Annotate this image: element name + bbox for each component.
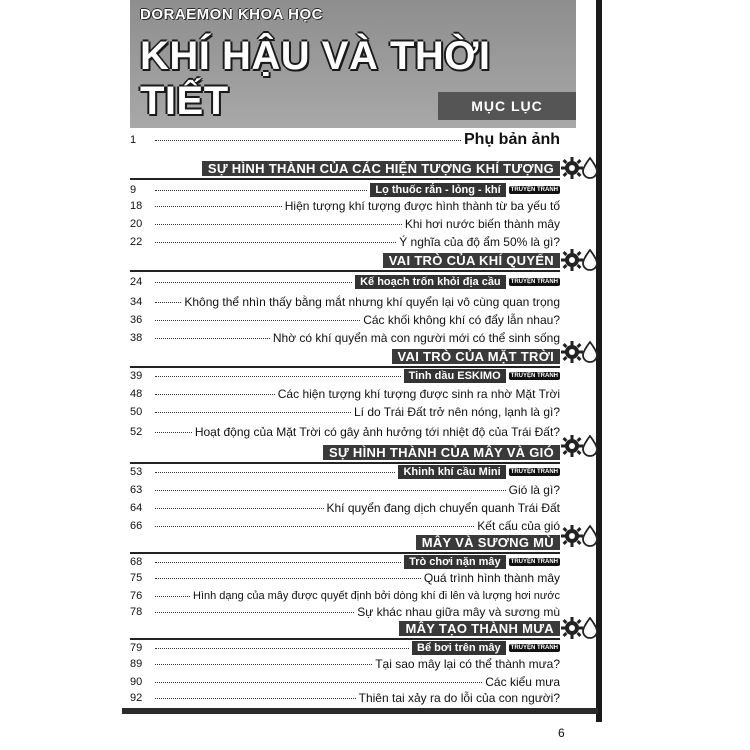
leader-dots	[155, 412, 351, 413]
toc-manga-row	[130, 462, 560, 482]
toc-page-number: 66	[130, 520, 143, 532]
leader-dots	[155, 526, 474, 527]
manga-chapter-title: Kế hoạch trốn khỏi địa cầu	[355, 275, 506, 289]
toc-page-number: 34	[130, 296, 143, 308]
toc-page-number: 89	[130, 658, 143, 670]
leader-dots	[155, 190, 367, 191]
leader-dots	[155, 224, 402, 225]
leader-dots	[155, 320, 360, 321]
toc-item-row	[130, 688, 560, 708]
leader-dots	[155, 682, 482, 683]
toc-item-title: Các khối không khí có đẩy lẫn nhau?	[363, 313, 560, 327]
leader-dots	[155, 490, 506, 491]
water-drop-icon	[582, 617, 598, 639]
leader-dots	[155, 612, 354, 613]
section-heading	[130, 618, 560, 640]
toc-page-number: 53	[130, 466, 143, 478]
leader-dots	[155, 432, 192, 433]
toc-manga-row	[130, 366, 560, 386]
toc-item-row	[130, 402, 560, 422]
water-drop-icon	[582, 249, 598, 271]
toc-item-title: Hoạt động của Mặt Trời có gây ảnh hưởng tới nhiệt độ của Trái Đất?	[194, 425, 560, 439]
toc-item-title: Thiên tai xảy ra do lỗi của con người?	[358, 691, 560, 705]
toc-item-row	[130, 568, 560, 588]
section-heading	[130, 158, 560, 180]
toc-page-number: 78	[130, 606, 143, 618]
section-heading	[130, 442, 560, 464]
toc-item-row	[130, 310, 560, 330]
section-icon	[560, 610, 604, 646]
water-drop-icon	[582, 435, 598, 457]
manga-chapter-title: Trò chơi nặn mây	[404, 555, 506, 569]
page-number: 6	[558, 726, 565, 740]
toc-manga-row	[130, 272, 560, 292]
manga-badge: TRUYỆN TRANH	[510, 187, 558, 193]
toc-page-number: 68	[130, 556, 143, 568]
toc-page-number: 39	[130, 370, 143, 382]
gear-icon	[560, 524, 584, 548]
toc-item-row	[130, 384, 560, 404]
toc-item-title: Các kiểu mưa	[485, 675, 560, 689]
leader-dots	[155, 302, 181, 303]
leader-dots	[155, 394, 275, 395]
toc-page-number: 64	[130, 502, 143, 514]
gear-icon	[560, 340, 584, 364]
toc-item-title: Hiện tượng khí tượng được hình thành từ ba yếu tố	[284, 199, 560, 213]
toc-page-number: 75	[130, 572, 143, 584]
manga-chapter-title: Bể bơi trên mây	[412, 641, 506, 655]
toc-page-number: 20	[130, 218, 143, 230]
toc-item-title: Nhờ có khí quyển mà con người mới có thể sinh sống	[272, 331, 560, 345]
leader-dots	[155, 562, 401, 563]
leader-dots	[155, 698, 356, 699]
toc-page-number: 50	[130, 406, 143, 418]
section-heading	[130, 346, 560, 368]
toc-item-title: Kết cấu của gió	[477, 519, 560, 533]
leader-dots	[155, 648, 409, 649]
toc-page-number: 76	[130, 590, 143, 602]
toc-item-title: Các hiện tượng khí tượng được sinh ra nhờ Mặt Trời	[277, 387, 560, 401]
toc-page-number: 18	[130, 200, 143, 212]
toc-item-row	[130, 328, 560, 348]
toc-item-title: Quá trình hình thành mây	[423, 571, 560, 585]
manga-badge: TRUYỆN TRANH	[510, 559, 558, 565]
leader-dots	[155, 206, 282, 207]
manga-chapter-title: Tinh dầu ESKIMO	[404, 369, 506, 383]
section-title: VAI TRÒ CỦA KHÍ QUYỂN	[383, 253, 560, 268]
toc-page-number: 63	[130, 484, 143, 496]
section-icon	[560, 150, 604, 186]
section-heading	[130, 532, 560, 554]
manga-chapter-title: Khinh khí cầu Mini	[398, 465, 505, 479]
toc-item-title: Ý nghĩa của độ ẩm 50% là gì?	[399, 235, 560, 249]
water-drop-icon	[582, 525, 598, 547]
gear-icon	[560, 248, 584, 272]
leader-dots	[155, 242, 396, 243]
toc-page-number: 79	[130, 642, 143, 654]
gear-icon	[560, 616, 584, 640]
manga-badge: TRUYỆN TRANH	[510, 469, 558, 475]
page-bottom-edge	[122, 708, 598, 714]
section-title: MÂY VÀ SƯƠNG MÙ	[416, 535, 560, 550]
leader-dots	[155, 596, 190, 597]
toc-page-number: 22	[130, 236, 143, 248]
leader-dots	[155, 338, 270, 339]
manga-chapter-title: Lọ thuốc rắn - lỏng - khí	[370, 183, 505, 197]
book-title: KHÍ HẬU VÀ THỜI TIẾT	[140, 34, 491, 123]
water-drop-icon	[582, 157, 598, 179]
section-heading	[130, 250, 560, 272]
toc-page-number: 52	[130, 426, 143, 438]
leader-dots	[155, 664, 372, 665]
toc-photo-insert-row	[130, 130, 560, 150]
toc-item-row	[130, 214, 560, 234]
toc-page-number: 90	[130, 676, 143, 688]
manga-badge: TRUYỆN TRANH	[510, 279, 558, 285]
section-title: SỰ HÌNH THÀNH CỦA MÂY VÀ GIÓ	[323, 445, 560, 460]
toc-item-row	[130, 292, 560, 312]
toc-page-number: 9	[130, 184, 137, 196]
toc-item-row	[130, 498, 560, 518]
gear-icon	[560, 156, 584, 180]
toc-item-title: Sự khác nhau giữa mây và sương mù	[357, 605, 560, 619]
toc-item-title: Hình dạng của mây được quyết định bởi dòng khí đi lên và lượng hơi nước	[193, 590, 560, 602]
toc-item-row	[130, 232, 560, 252]
leader-dots	[155, 578, 421, 579]
toc-page-number: 38	[130, 332, 143, 344]
water-drop-icon	[582, 341, 598, 363]
toc-item-title: Khí quyển đang dịch chuyển quanh Trái Đất	[326, 501, 560, 515]
photo-insert-title: Phụ bản ảnh	[464, 131, 560, 148]
leader-dots	[155, 282, 352, 283]
toc-item-row	[130, 480, 560, 500]
section-icon	[560, 334, 604, 370]
manga-badge: TRUYỆN TRANH	[510, 645, 558, 651]
toc-page-number: 48	[130, 388, 143, 400]
toc-item-row	[130, 654, 560, 674]
toc-page-number: 24	[130, 276, 143, 288]
toc-item-row	[130, 196, 560, 216]
section-title: VAI TRÒ CỦA MẶT TRỜI	[392, 349, 560, 364]
toc-item-title: Gió là gì?	[508, 483, 560, 497]
leader-dots	[155, 508, 324, 509]
manga-badge: TRUYỆN TRANH	[510, 373, 558, 379]
toc-heading: MỤC LỤC	[438, 92, 576, 120]
section-title: SỰ HÌNH THÀNH CỦA CÁC HIỆN TƯỢNG KHÍ TƯỢNG	[202, 161, 560, 176]
section-title: MÂY TẠO THÀNH MƯA	[399, 621, 560, 636]
toc-item-row	[130, 422, 560, 442]
toc-item-title: Không thể nhìn thấy bằng mắt nhưng khí quyển lại vô cùng quan trọng	[184, 295, 560, 309]
series-name: DORAEMON KHOA HỌC	[140, 6, 323, 23]
toc-item-title: Khi hơi nước biến thành mây	[404, 217, 560, 231]
gear-icon	[560, 434, 584, 458]
leader-dots	[155, 472, 395, 473]
section-icon	[560, 428, 604, 464]
section-icon	[560, 518, 604, 554]
toc-item-title: Tại sao mây lại có thể thành mưa?	[375, 657, 560, 671]
leader-dots	[155, 376, 401, 377]
toc-page-number: 1	[130, 134, 137, 146]
section-icon	[560, 242, 604, 278]
toc-page-number: 36	[130, 314, 143, 326]
toc-page-number: 92	[130, 692, 143, 704]
toc-item-title: Lí do Trái Đất trở nên nóng, lạnh là gì?	[354, 405, 560, 419]
leader-dots	[155, 140, 461, 141]
